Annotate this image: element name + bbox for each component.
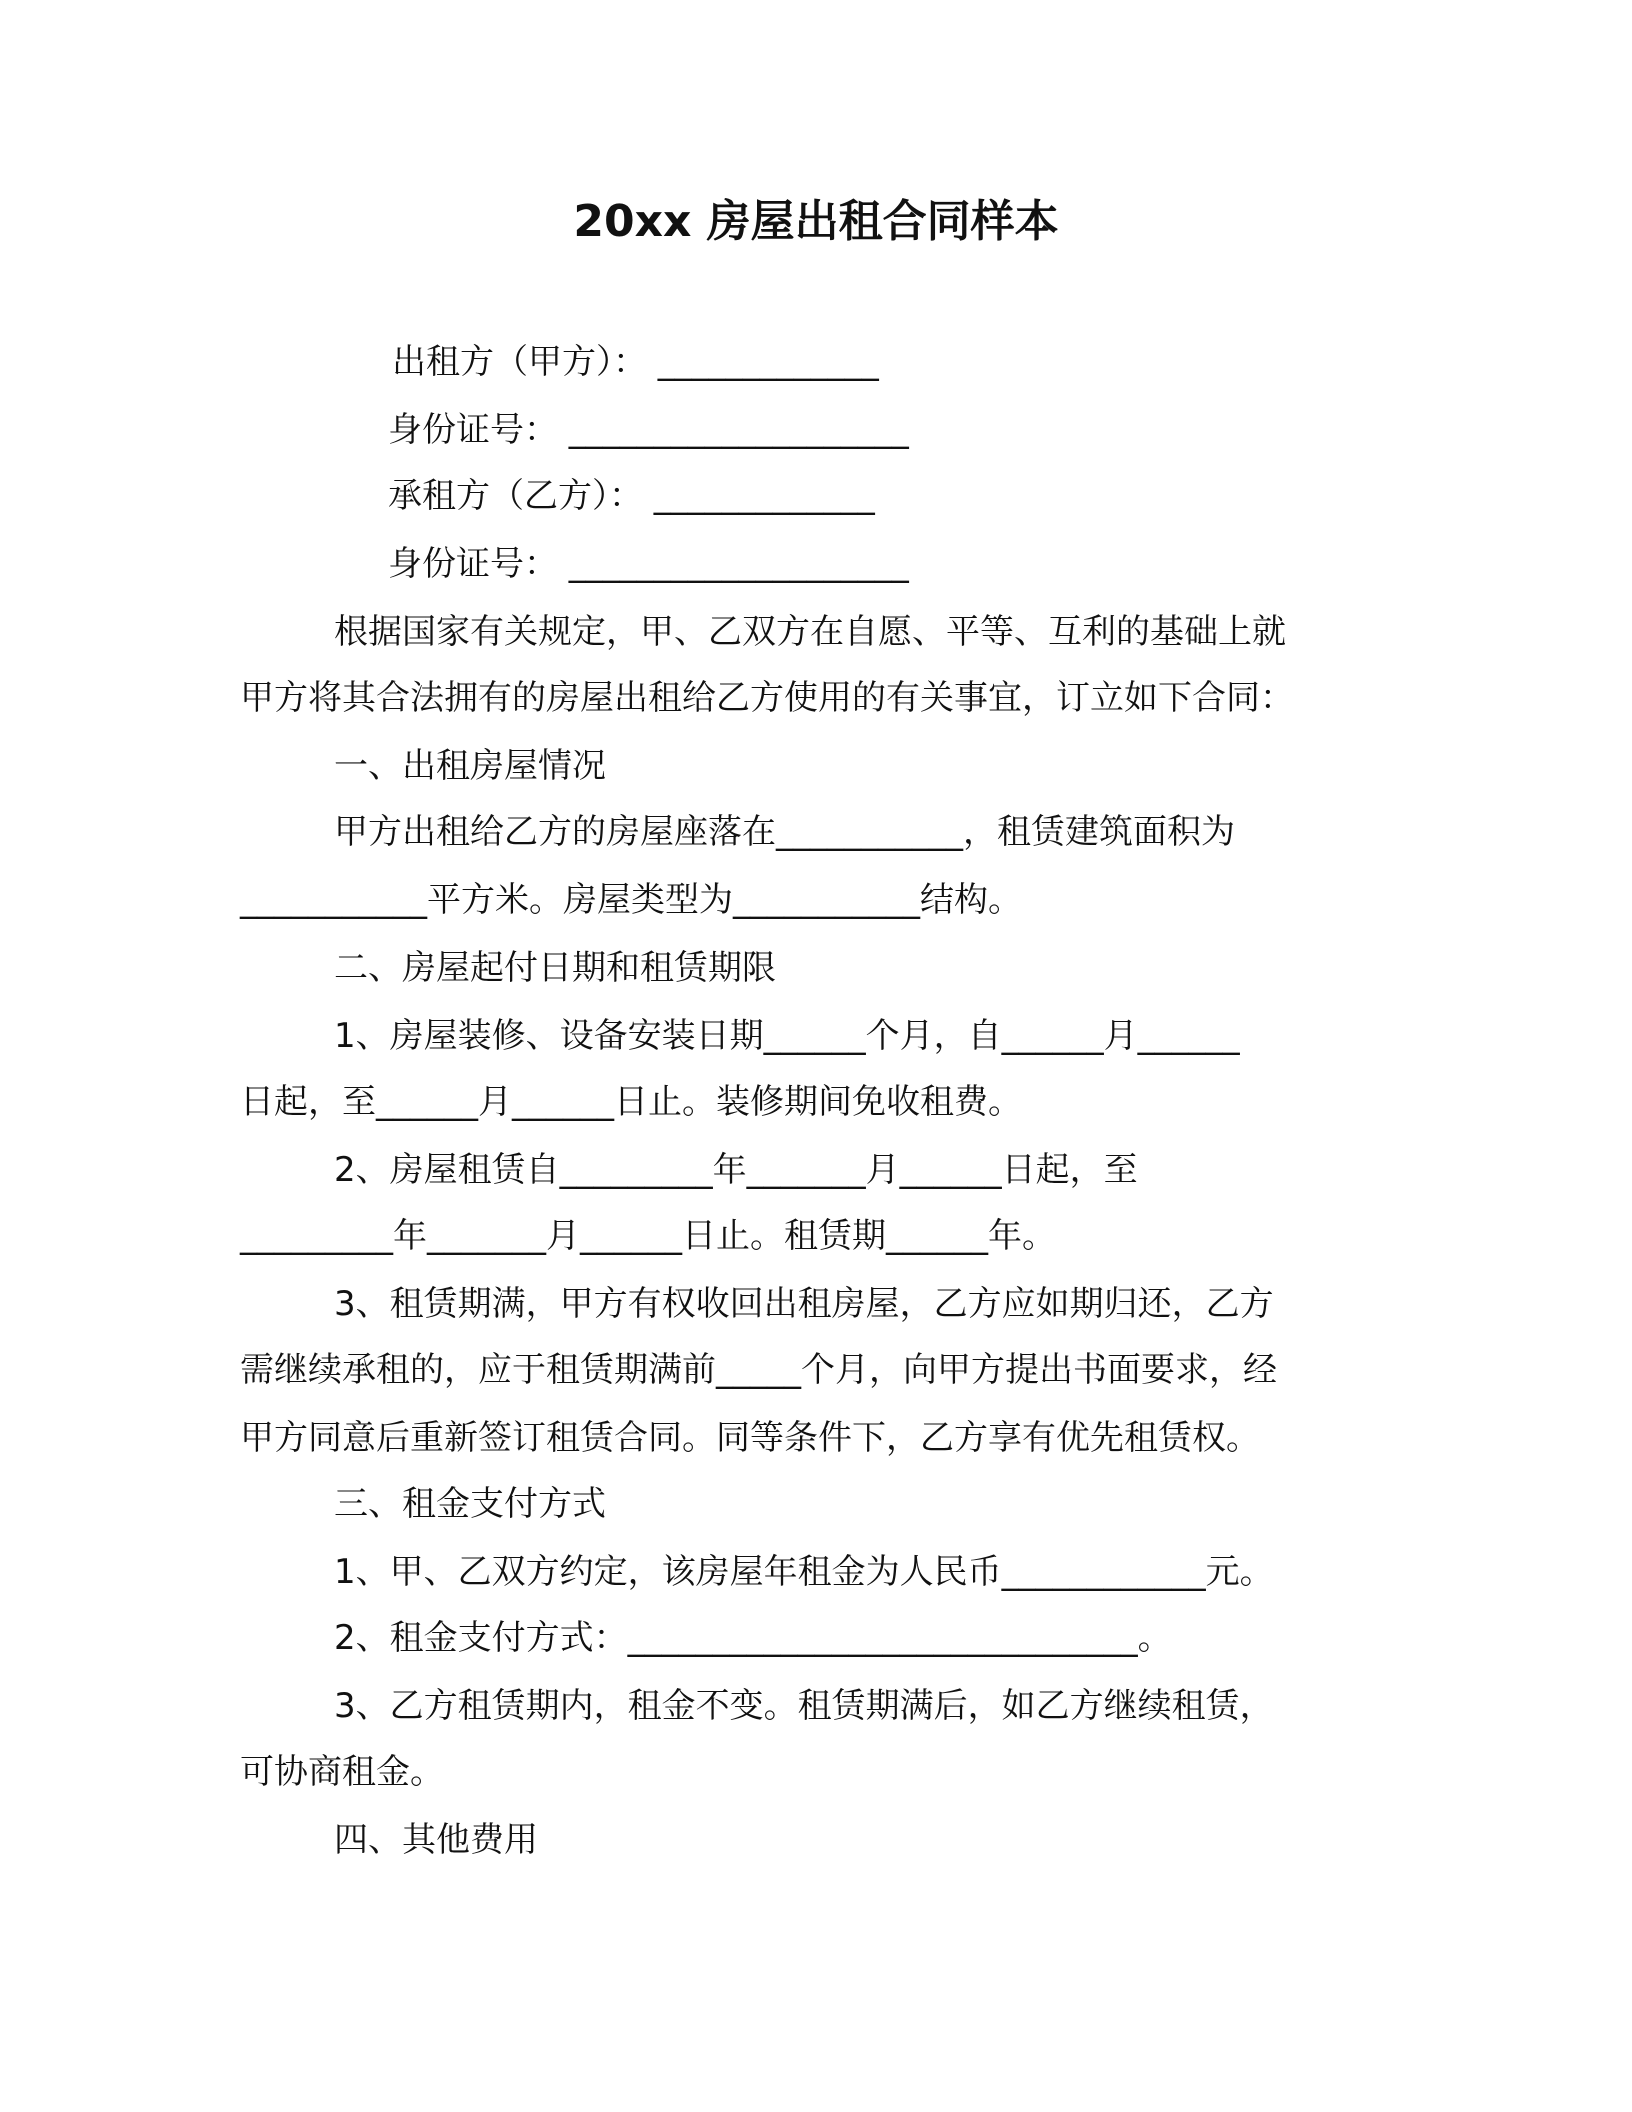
section-heading: 四、其他费用: [334, 1820, 538, 1860]
paragraph-line: ___________平方米。房屋类型为___________结构。: [240, 880, 1022, 920]
section-heading: 二、房屋起付日期和租赁期限: [334, 948, 776, 988]
paragraph-line: 甲方将其合法拥有的房屋出租给乙方使用的有关事宜，订立如下合同：: [240, 678, 1294, 718]
paragraph-line: 需继续承租的，应于租赁期满前_____个月，向甲方提出书面要求，经: [240, 1350, 1277, 1390]
section-heading: 一、出租房屋情况: [334, 746, 606, 786]
paragraph-line: 根据国家有关规定，甲、乙双方在自愿、平等、互利的基础上就: [334, 612, 1286, 652]
lessor-id-field: 身份证号： ____________________: [388, 410, 909, 450]
paragraph-line: 1、房屋装修、设备安装日期______个月，自______月______: [334, 1016, 1240, 1056]
section-heading: 三、租金支付方式: [334, 1484, 606, 1524]
paragraph-line: 2、租金支付方式：______________________________。: [334, 1618, 1172, 1658]
paragraph-line: 甲方同意后重新签订租赁合同。同等条件下，乙方享有优先租赁权。: [240, 1418, 1260, 1458]
lessor-field: 出租方（甲方）： _____________: [392, 342, 879, 382]
paragraph-line: 甲方出租给乙方的房屋座落在___________，租赁建筑面积为: [334, 812, 1235, 852]
paragraph-line: 3、租赁期满，甲方有权收回出租房屋，乙方应如期归还，乙方: [334, 1284, 1274, 1324]
lessee-field: 承租方（乙方）： _____________: [388, 476, 875, 516]
paragraph-line: 可协商租金。: [240, 1752, 444, 1792]
paragraph-line: 1、甲、乙双方约定，该房屋年租金为人民币____________元。: [334, 1552, 1274, 1592]
paragraph-line: 3、乙方租赁期内，租金不变。租赁期满后，如乙方继续租赁，: [334, 1686, 1274, 1726]
paragraph-line: 2、房屋租赁自_________年_______月______日起，至: [334, 1150, 1138, 1190]
paragraph-line: 日起，至______月______日止。装修期间免收租费。: [240, 1082, 1022, 1122]
lessee-id-field: 身份证号： ____________________: [388, 544, 909, 584]
document-title: 20xx 房屋出租合同样本: [573, 196, 1059, 247]
paragraph-line: _________年_______月______日止。租赁期______年。: [240, 1216, 1056, 1256]
